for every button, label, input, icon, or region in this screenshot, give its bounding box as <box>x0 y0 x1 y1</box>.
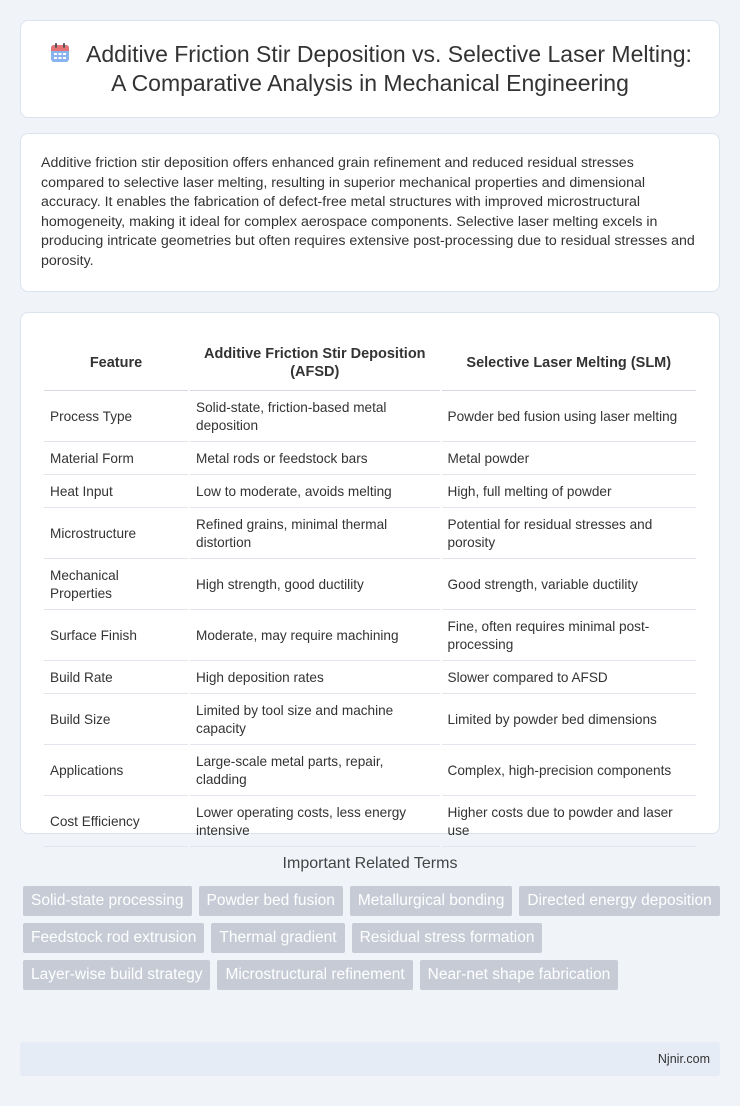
table-row <box>44 747 696 796</box>
table-row <box>44 477 696 508</box>
table-row <box>44 612 696 661</box>
cell-afsd: High strength, good ductility <box>190 561 440 610</box>
footer-source[interactable]: Njnir.com <box>657 1052 710 1066</box>
cell-feature: Heat Input <box>44 477 188 508</box>
related-term-tag[interactable]: Feedstock rod extrusion <box>23 923 204 953</box>
cell-slm: Metal powder <box>442 444 696 475</box>
cell-slm: Potential for residual stresses and porosity <box>442 510 696 559</box>
table-row <box>44 663 696 694</box>
summary-card <box>20 133 720 292</box>
cell-afsd: Limited by tool size and machine capacity <box>190 696 440 745</box>
calendar-icon <box>48 41 72 65</box>
cell-feature: Cost Efficiency <box>44 798 188 847</box>
related-term-tag[interactable]: Powder bed fusion <box>199 886 343 916</box>
table-row <box>44 444 696 475</box>
summary-text: Additive friction stir deposition offers enhanced grain refinement and reduced residual stresses compared to selective laser melting, resulting in superior mechanical properties and dimensional accuracy. It enables the fabrication of defect-free metal structures with improved microstructural homogeneity, making it ideal for complex aerospace components. Selective laser melting excels in producing intricate geometries but often requires extensive post-processing due to residual stresses and porosity. <box>41 155 695 269</box>
cell-feature: Process Type <box>44 393 188 442</box>
cell-afsd: Metal rods or feedstock bars <box>190 444 440 475</box>
cell-afsd: Moderate, may require machining <box>190 612 440 661</box>
cell-afsd: Lower operating costs, less energy intensive <box>190 798 440 847</box>
related-term-tag[interactable]: Thermal gradient <box>211 923 344 953</box>
cell-feature: Build Size <box>44 696 188 745</box>
cell-slm: Good strength, variable ductility <box>442 561 696 610</box>
table-row <box>44 696 696 745</box>
header-feature: Feature <box>44 335 188 391</box>
table-row <box>44 510 696 559</box>
header-slm: Selective Laser Melting (SLM) <box>442 335 696 391</box>
related-term-tag[interactable]: Microstructural refinement <box>217 960 412 990</box>
cell-slm: Higher costs due to powder and laser use <box>442 798 696 847</box>
page-title <box>45 40 695 98</box>
related-term-tag[interactable]: Solid-state processing <box>23 886 192 916</box>
cell-feature: Microstructure <box>44 510 188 559</box>
cell-afsd: Solid-state, friction-based metal deposition <box>190 393 440 442</box>
cell-feature: Build Rate <box>44 663 188 694</box>
cell-slm: Complex, high-precision components <box>442 747 696 796</box>
related-term-tag[interactable]: Layer-wise build strategy <box>23 960 210 990</box>
cell-feature: Material Form <box>44 444 188 475</box>
related-term-tag[interactable]: Metallurgical bonding <box>350 886 512 916</box>
cell-afsd: Large-scale metal parts, repair, cladding <box>190 747 440 796</box>
cell-afsd: High deposition rates <box>190 663 440 694</box>
cell-feature: Surface Finish <box>44 612 188 661</box>
title-wrap <box>21 40 719 98</box>
related-terms-title: Important Related Terms <box>282 855 458 872</box>
header-afsd: Additive Friction Stir Deposition (AFSD) <box>190 335 440 391</box>
table-row <box>44 393 696 442</box>
cell-slm: Fine, often requires minimal post-processing <box>442 612 696 661</box>
table-row <box>44 561 696 610</box>
related-term-tag[interactable]: Residual stress formation <box>352 923 543 953</box>
cell-afsd: Refined grains, minimal thermal distortion <box>190 510 440 559</box>
table-row <box>44 798 696 847</box>
comparison-table <box>42 333 698 849</box>
cell-afsd: Low to moderate, avoids melting <box>190 477 440 508</box>
cell-slm: High, full melting of powder <box>442 477 696 508</box>
related-term-tag[interactable]: Directed energy deposition <box>519 886 719 916</box>
table-header-row <box>44 335 696 391</box>
cell-feature: Applications <box>44 747 188 796</box>
footer <box>20 1042 720 1076</box>
related-terms-list <box>23 886 723 990</box>
cell-slm: Limited by powder bed dimensions <box>442 696 696 745</box>
related-term-tag[interactable]: Near-net shape fabrication <box>420 960 619 990</box>
page-title-text: Additive Friction Stir Deposition vs. Selective Laser Melting: A Comparative Analysis in Mechanical Engineering <box>86 41 692 96</box>
cell-slm: Powder bed fusion using laser melting <box>442 393 696 442</box>
title-card <box>20 20 720 118</box>
cell-slm: Slower compared to AFSD <box>442 663 696 694</box>
cell-feature: Mechanical Properties <box>44 561 188 610</box>
comparison-table-card <box>20 312 720 838</box>
